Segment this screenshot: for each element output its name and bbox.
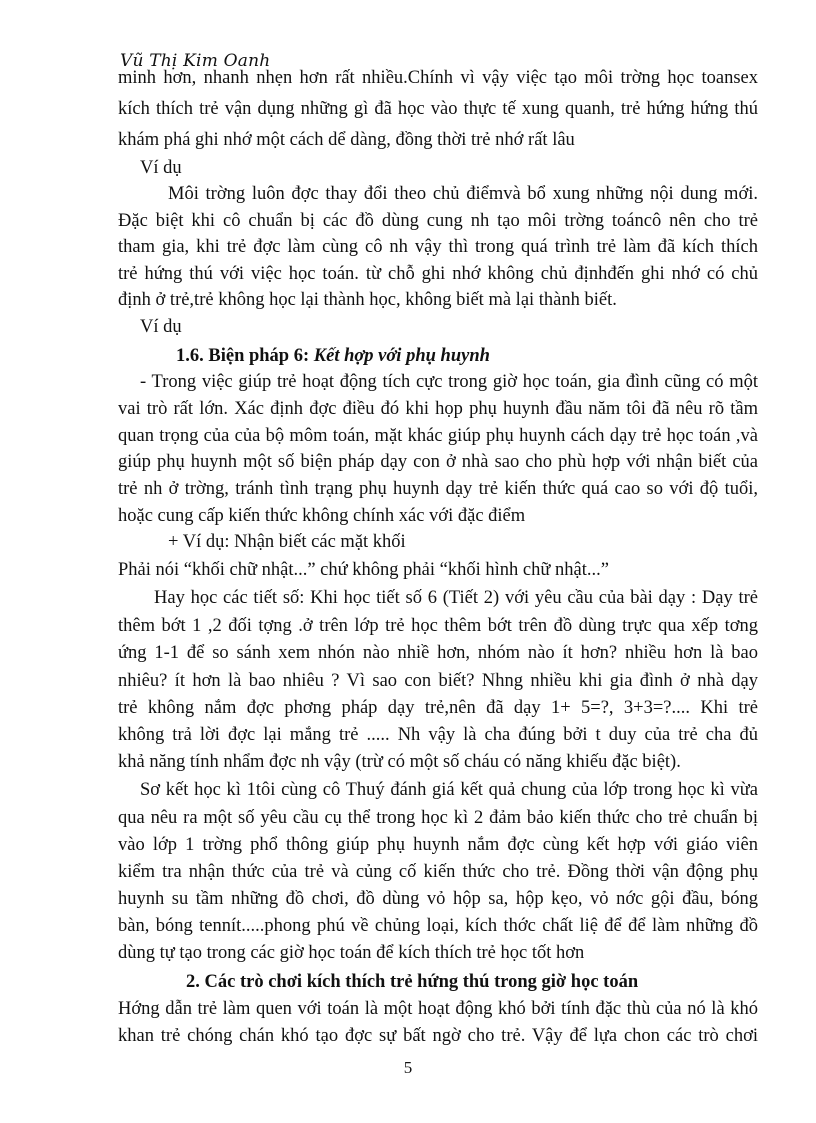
paragraph-line: trẻ không nắm đợc phơng pháp dạy trẻ,nên đã dạy 1+ 5=?, 3+3=?.... Khi trẻ — [118, 698, 758, 718]
paragraph-line: vai trò rất lớn. Xác định đợc điều đó khi họp phụ huynh đầu năm tôi đã nêu rõ tầm — [118, 399, 758, 419]
paragraph-line: bàn, bóng tennít.....phong phú về chủng loại, kích thớc chất liệ để để làm những đồ — [118, 916, 758, 936]
paragraph-line: không trả lời đợc lại mắng trẻ ..... Nh vậy là cha đúng bởi t duy của trẻ cha đủ — [118, 725, 758, 745]
heading-prefix: 1.6. Biện pháp 6: — [176, 346, 314, 366]
heading-title: Kết hợp với phụ huynh — [313, 346, 490, 366]
paragraph-line: minh hơn, nhanh nhẹn hơn rất nhiều.Chính vì vậy việc tạo môi trờng học toansex — [118, 68, 758, 88]
page-number: 5 — [403, 1058, 413, 1077]
paragraph-line: vào lớp 1 trờng phổ thông giúp phụ huynh nắm đợc cùng kết hợp với giáo viên — [118, 835, 758, 855]
paragraph-line: giúp phụ huynh một số biện pháp dạy con ở nhà sao cho phù hợp với nhận biết của — [118, 452, 758, 472]
paragraph-line: Phải nói “khối chữ nhật...” chứ không phải “khối hình chữ nhật...” — [118, 560, 609, 580]
example-line: + Ví dụ: Nhận biết các mặt khối — [168, 532, 406, 552]
paragraph-line: Môi trờng luôn đợc thay đổi theo chủ điểmvà bổ xung những nội dung mới. — [168, 184, 758, 204]
paragraph-line: tham gia, khi trẻ đợc làm cùng cô nh vậy thì trong quá trình trẻ làm đã kích thích — [118, 237, 758, 257]
paragraph-line: kiểm tra nhận thức của trẻ và củng cố kiến thức cho trẻ. Đồng thời vận động phụ — [118, 862, 758, 882]
paragraph-line: định ở trẻ,trẻ không học lại thành học, không biết mà lại thành biết. — [118, 290, 617, 310]
paragraph-line: qua nêu ra một số yêu cầu cụ thể trong học kì 2 đảm bảo kiến thức cho trẻ chuẩn bị — [118, 808, 758, 828]
paragraph-line: khả năng tính nhẩm đợc nh vậy (trừ có một số cháu có năng khiếu đặc biệt). — [118, 752, 681, 772]
paragraph-line: Đặc biệt khi cô chuẩn bị các đồ dùng cung nh tạo môi trờng toáncô nên cho trẻ — [118, 211, 758, 231]
paragraph-line: Sơ kết học kì 1tôi cùng cô Thuý đánh giá kết quả chung của lớp trong học kì vừa — [140, 780, 758, 800]
section-heading-1-6 — [176, 343, 490, 369]
paragraph-line: trẻ nh ở trờng, tránh tình trạng phụ huynh dạy trẻ kiến thức quá cao so với độ tuổi, — [118, 479, 758, 499]
paragraph-line: trẻ hứng thú với việc học toán. từ chỗ ghi nhớ không chủ địnhđến ghi nhớ có chủ — [118, 264, 758, 284]
example-label: Ví dụ — [140, 158, 182, 178]
paragraph-line: dùng tự tạo trong các giờ học toán để kích thích trẻ học tốt hơn — [118, 943, 585, 963]
paragraph-line: hoặc cung cấp kiến thức không chính xác với đặc điểm — [118, 506, 526, 526]
paragraph-line: thêm bớt 1 ,2 đối tợng .ở trên lớp trẻ học thêm bớt trên đồ dùng trực qua xếp tơng — [118, 616, 758, 636]
page-header-author: Vũ Thị Kim Oanh — [120, 51, 271, 71]
paragraph-line: - Trong việc giúp trẻ hoạt động tích cực trong giờ học toán, gia đình cũng có một — [140, 372, 758, 392]
paragraph-line: khám phá ghi nhớ một cách dể dàng, đồng thời trẻ nhớ rất lâu — [118, 130, 575, 150]
paragraph-line: ứng 1-1 để so sánh xem nhón nào nhiề hơn, nhóm nào ít hơn? nhiều hơn là bao — [118, 643, 758, 663]
section-heading-2: 2. Các trò chơi kích thích trẻ hứng thú trong giờ học toán — [186, 972, 639, 992]
paragraph-line: nhiêu? ít hơn là bao nhiêu ? Vì sao con biết? Nhng nhiều khi gia đình ở nhà dạy — [118, 671, 758, 691]
paragraph-line: Hớng dẫn trẻ làm quen với toán là một hoạt động khó bởi tính đặc thù của nó là khó — [118, 999, 758, 1019]
paragraph-line: Hay học các tiết số: Khi học tiết số 6 (Tiết 2) với yêu cầu của bài dạy : Dạy trẻ — [154, 588, 758, 608]
paragraph-line: khan trẻ chóng chán khó tạo đợc sự bất ngờ cho trẻ. Vậy để lựa chon các trò chơi — [118, 1026, 758, 1046]
paragraph-line: huynh su tầm những đồ chơi, đồ dùng vỏ hộp sa, hộp kẹo, vỏ nớc gội đầu, bóng — [118, 889, 758, 909]
paragraph-line: kích thích trẻ vận dụng những gì đã học vào thực tế xung quanh, trẻ hứng hứng thú — [118, 99, 758, 119]
paragraph-line: quan trọng của của bộ môm toán, mặt khác giúp phụ huynh cách dạy trẻ học toán ,và — [118, 426, 758, 446]
example-label: Ví dụ — [140, 317, 182, 337]
